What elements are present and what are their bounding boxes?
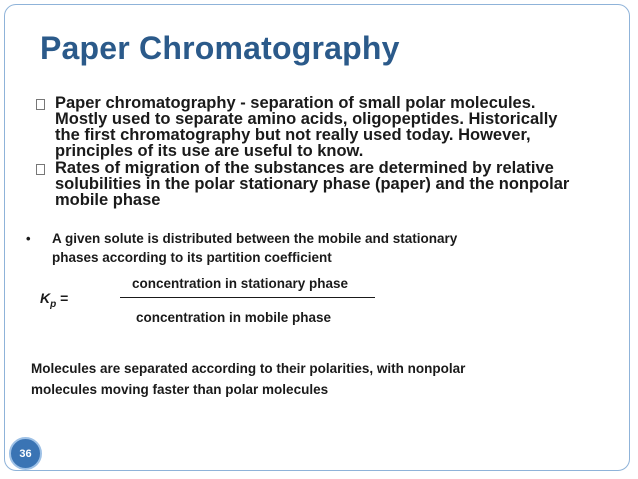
conclusion-line: molecules moving faster than polar molecules <box>31 382 329 397</box>
conclusion-line: Molecules are separated according to their polarities, with nonpolar <box>31 361 466 376</box>
bullet-list <box>36 95 616 209</box>
conclusion-text <box>31 358 591 400</box>
fraction-denominator: concentration in mobile phase <box>136 310 332 325</box>
bullet-dot-icon: • <box>26 231 31 246</box>
bullet-line: solubilities in the polar stationary phase (paper) and the nonpolar <box>55 175 570 193</box>
bullet-line: the first chromatography but not really used today. However, <box>55 126 531 144</box>
bullet-text <box>55 160 569 208</box>
kp-symbol: K <box>40 290 51 306</box>
partition-bullet <box>26 229 586 267</box>
kp-label <box>40 290 68 310</box>
partition-line: A given solute is distributed between the mobile and stationary <box>52 231 458 246</box>
partition-line: phases according to its partition coefficient <box>52 250 332 265</box>
slide-title: Paper Chromatography <box>40 30 400 66</box>
fraction-numerator: concentration in stationary phase <box>132 276 349 291</box>
bullet-line: mobile phase <box>55 191 161 209</box>
kp-equals: = <box>56 290 69 306</box>
bullet-line: Mostly used to separate amino acids, oligopeptides. Historically <box>55 110 558 128</box>
bullet-item <box>36 95 616 159</box>
bullet-line: Rates of migration of the substances are determined by relative <box>55 159 554 177</box>
slide-number-badge: 36 <box>9 437 42 470</box>
partition-text <box>52 229 457 267</box>
bullet-line: Paper chromatography - separation of small polar molecules. <box>55 94 536 112</box>
bullet-line: principles of its use are useful to know. <box>55 142 364 160</box>
bullet-text <box>55 95 557 159</box>
kp-subscript: p <box>50 298 57 310</box>
bullet-item <box>36 160 616 208</box>
checkbox-square-icon <box>36 164 45 175</box>
fraction-bar <box>120 297 375 298</box>
checkbox-square-icon <box>36 99 45 110</box>
